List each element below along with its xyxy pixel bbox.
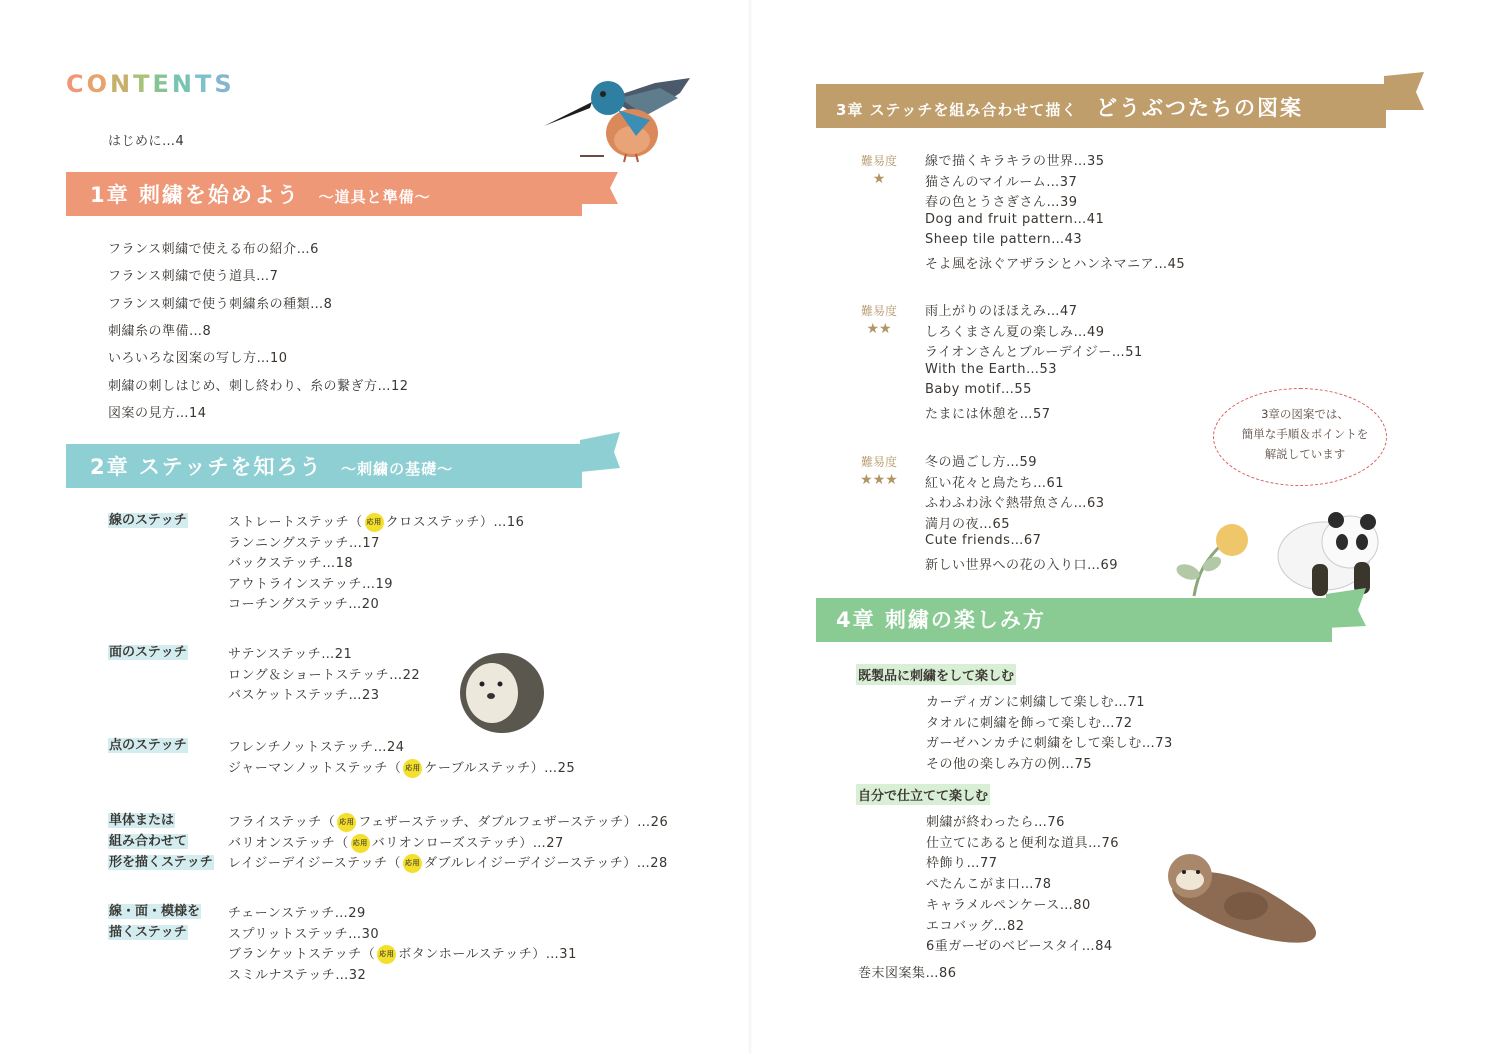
- toc-item[interactable]: タオルに刺繍を飾って楽しむ…72: [926, 715, 1133, 731]
- category-line: 組み合わせて: [109, 834, 188, 849]
- tip-line: 解説しています: [1264, 447, 1346, 461]
- toc-item[interactable]: ぺたんこがま口…78: [926, 877, 1052, 893]
- difficulty-level: [854, 302, 904, 337]
- toc-item[interactable]: 雨上がりのほほえみ…47: [925, 304, 1078, 319]
- tip-line: 簡単な手順＆ポイントを: [1241, 427, 1369, 441]
- toc-item[interactable]: With the Earth…53: [925, 361, 1058, 377]
- toc-item[interactable]: 猫さんのマイルーム…37: [925, 174, 1078, 190]
- difficulty-level: [854, 453, 904, 488]
- difficulty-level: [854, 152, 904, 187]
- difficulty-label: 難易度: [860, 154, 897, 168]
- toc-item[interactable]: コーチングステッチ…20: [228, 597, 380, 613]
- item-applied-text: クロスステッチ）…16: [385, 515, 525, 530]
- toc-item[interactable]: その他の楽しみ方の例…75: [926, 757, 1093, 773]
- appendix-item[interactable]: 巻末図案集…86: [858, 966, 957, 981]
- toc-item[interactable]: そよ風を泳ぐアザラシとハンネマニア…45: [925, 257, 1186, 272]
- difficulty-stars: ★: [872, 171, 886, 187]
- toc-item[interactable]: しろくまさん夏の楽しみ…49: [925, 324, 1105, 340]
- toc-item[interactable]: サテンステッチ…21: [228, 647, 353, 662]
- item-applied-text: ボタンホールステッチ）…31: [398, 947, 577, 963]
- toc-item[interactable]: 6重ガーゼのベビースタイ…84: [926, 939, 1113, 955]
- toc-item[interactable]: カーディガンに刺繍して楽しむ…71: [926, 695, 1146, 710]
- toc-item[interactable]: フランス刺繍で使う刺繍糸の種類…8: [108, 296, 333, 312]
- item-text: バリオンステッチ（: [228, 835, 349, 851]
- toc-item[interactable]: ふわふわ泳ぐ熱帯魚さん…63: [925, 496, 1105, 512]
- toc-item[interactable]: アウトラインステッチ…19: [228, 576, 394, 592]
- toc-item[interactable]: フレンチノットステッチ…24: [228, 740, 405, 755]
- chapter3-title: 3章 ステッチを組み合わせて描く どうぶつたちの図案: [836, 96, 1303, 120]
- toc-item[interactable]: 新しい世界への花の入り口…69: [925, 558, 1119, 573]
- toc-item[interactable]: いろいろな図案の写し方…10: [108, 351, 288, 367]
- category-line: 描くステッチ: [109, 925, 187, 940]
- toc-item[interactable]: たまには休憩を…57: [925, 407, 1051, 422]
- toc-item[interactable]: ガーゼハンカチに刺繍をして楽しむ…73: [926, 736, 1173, 752]
- contents-title-letter: C: [66, 70, 87, 98]
- toc-item[interactable]: 紅い花々と鳥たち…61: [925, 475, 1065, 491]
- toc-item[interactable]: フランス刺繍で使う道具…7: [108, 269, 279, 285]
- toc-item[interactable]: Sheep tile pattern…43: [925, 232, 1083, 248]
- toc-item[interactable]: 春の色とうさぎさん…39: [925, 195, 1078, 211]
- category-line: 点のステッチ: [109, 738, 187, 753]
- contents-title-letter: T: [133, 70, 153, 98]
- apply-badge: 応用: [365, 513, 384, 532]
- chapter3-banner[interactable]: [816, 84, 1386, 128]
- otter-illustration: [1156, 850, 1326, 950]
- toc-item[interactable]: スミルナステッチ…32: [228, 967, 367, 983]
- toc-item[interactable]: Cute friends…67: [925, 533, 1042, 549]
- difficulty-label: 難易度: [860, 304, 897, 318]
- item-applied-text: ダブルレイジーデイジーステッチ）…28: [424, 856, 668, 872]
- tip-line: 3章の図案では、: [1261, 407, 1349, 421]
- toc-item[interactable]: キャラメルペンケース…80: [926, 897, 1091, 913]
- difficulty-stars: ★★★: [860, 472, 898, 488]
- toc-item[interactable]: 刺繍の刺しはじめ、刺し終わり、糸の繋ぎ方…12: [108, 378, 409, 394]
- category-line: 線・面・模様を: [109, 904, 201, 919]
- apply-badge: 応用: [351, 834, 370, 853]
- contents-title-letter: S: [214, 70, 235, 98]
- apply-badge: 応用: [403, 759, 422, 778]
- difficulty-label: 難易度: [860, 455, 897, 469]
- toc-item[interactable]: フランス刺繍で使える布の紹介…6: [108, 242, 319, 257]
- toc-item[interactable]: 冬の過ごし方…59: [925, 455, 1038, 470]
- toc-item[interactable]: バックステッチ…18: [228, 556, 354, 572]
- item-applied-text: フェザーステッチ、ダブルフェザーステッチ）…26: [358, 815, 669, 830]
- toc-item[interactable]: ランニングステッチ…17: [228, 535, 380, 551]
- category-line: 単体または: [109, 813, 175, 828]
- contents-title-letter: E: [152, 70, 172, 98]
- chapter1-title: 1章 刺繍を始めよう ～道具と準備～: [90, 183, 431, 207]
- contents-title-letter: N: [171, 70, 195, 98]
- toc-item[interactable]: ライオンさんとブルーデイジー…51: [925, 345, 1143, 361]
- toc-item[interactable]: 枠飾り…77: [926, 856, 998, 872]
- toc-item[interactable]: Baby motif…55: [925, 382, 1032, 398]
- section-heading: 自分で仕立てて楽しむ: [856, 784, 990, 805]
- item-applied-text: ケーブルステッチ）…25: [424, 760, 576, 776]
- item-text: ストレートステッチ（: [228, 515, 363, 530]
- toc-item[interactable]: スプリットステッチ…30: [228, 926, 380, 942]
- apply-badge: 応用: [377, 945, 396, 964]
- contents-title-letter: N: [110, 70, 134, 98]
- intro-item[interactable]: はじめに…4: [108, 134, 185, 149]
- banner-ribbon-tail: [1326, 588, 1366, 628]
- banner-ribbon-tail: [1384, 70, 1424, 110]
- item-text: フライステッチ（: [228, 815, 336, 830]
- item-text: レイジーデイジーステッチ（: [228, 856, 402, 872]
- apply-badge: 応用: [403, 854, 422, 873]
- toc-item[interactable]: 刺繍が終わったら…76: [926, 815, 1065, 830]
- difficulty-stars: ★★: [866, 321, 892, 337]
- section-heading: 既製品に刺繍をして楽しむ: [856, 664, 1016, 685]
- category-line: 線のステッチ: [109, 513, 187, 528]
- toc-item[interactable]: ロング＆ショートステッチ…22: [228, 667, 421, 683]
- toc-item[interactable]: 線で描くキラキラの世界…35: [925, 154, 1105, 169]
- toc-item[interactable]: 満月の夜…65: [925, 516, 1011, 532]
- contents-title-letter: T: [195, 70, 215, 98]
- chapter2-title: 2章 ステッチを知ろう ～刺繍の基礎～: [90, 455, 454, 479]
- toc-item[interactable]: 図案の見方…14: [108, 405, 207, 421]
- item-text: ジャーマンノットステッチ（: [228, 760, 402, 776]
- toc-item[interactable]: チェーンステッチ…29: [228, 906, 366, 921]
- category-line: 形を描くステッチ: [109, 855, 213, 870]
- item-applied-text: バリオンローズステッチ）…27: [371, 835, 564, 851]
- flower-illustration: [1172, 522, 1262, 598]
- toc-item[interactable]: 仕立てにあると便利な道具…76: [926, 835, 1120, 851]
- chapter4-banner[interactable]: [816, 598, 1332, 642]
- toc-item[interactable]: バスケットステッチ…23: [228, 688, 380, 704]
- chapter4-title: 4章 刺繍の楽しみ方: [836, 608, 1046, 632]
- toc-item[interactable]: Dog and fruit pattern…41: [925, 211, 1105, 227]
- contents-title-letter: O: [86, 70, 111, 98]
- category-line: 面のステッチ: [109, 645, 187, 660]
- tip-text: [1230, 404, 1380, 464]
- toc-item[interactable]: 刺繍糸の準備…8: [108, 323, 212, 339]
- apply-badge: 応用: [337, 813, 356, 832]
- item-text: ブランケットステッチ（: [228, 947, 376, 963]
- toc-item[interactable]: エコバッグ…82: [926, 918, 1025, 934]
